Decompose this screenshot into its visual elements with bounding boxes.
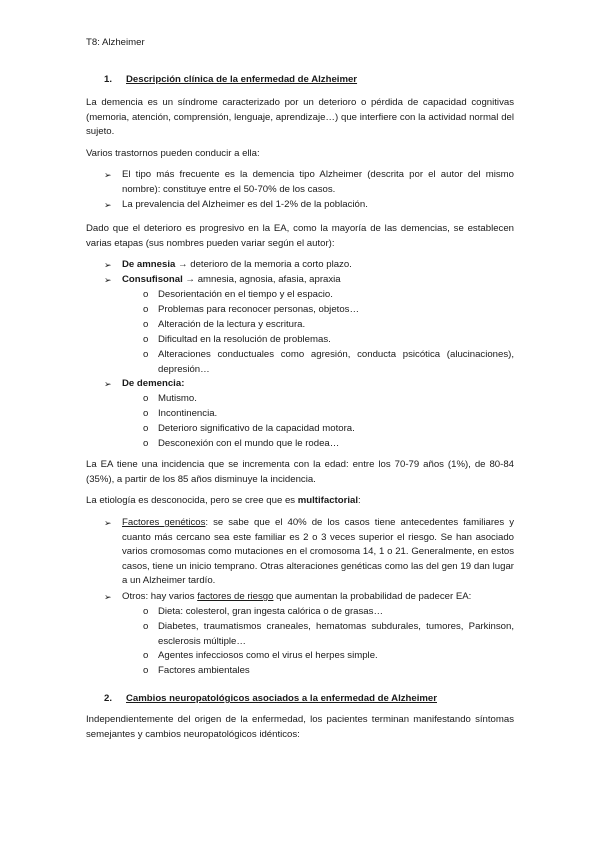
stage-label: De demencia (122, 378, 182, 389)
section-title: Cambios neuropatológicos asociados a la enfermedad de Alzheimer (126, 693, 437, 704)
document-header: T8: Alzheimer (86, 37, 145, 48)
circle-bullet-icon: o (143, 349, 149, 360)
list-item: ➢ El tipo más frecuente es la demencia tipo Alzheimer (descrita por el autor del mismo nombre): constituye entre el 50-70% de los casos. (104, 169, 514, 195)
circle-bullet-icon: o (143, 606, 149, 617)
sub-list-item: o Desconexión con el mundo que le rodea… (143, 437, 514, 452)
circle-bullet-icon: o (143, 665, 149, 676)
arrow-bullet-icon: ➢ (104, 518, 112, 528)
list-item: ➢ La prevalencia del Alzheimer es del 1-2% de la población. (104, 198, 514, 213)
stage-confusional: ➢ Consufisonal → amnesia, agnosia, afasia, apraxia (104, 273, 514, 288)
factor-genetic: ➢ Factores genéticos: se sabe que el 40% de los casos tiene antecedentes familiares y cuanto más cercano sea este familiar es 2 o 3 veces superior el riesgo. Se han asociado varios cromosomas como mutaciones en el cromosoma 14, 1 o 21. Generalmente, en estos casos, tiene un inicio temprano. Otras alteraciones genéticas como las del gen 19 dan lugar a un Alzheimer tardío. (104, 517, 514, 587)
circle-bullet-icon: o (143, 289, 149, 300)
sub-list-item: o Mutismo. (143, 392, 514, 407)
circle-bullet-icon: o (143, 334, 149, 345)
paragraph-etiology: La etiología es desconocida, pero se cree que es multifactorial: (86, 495, 361, 506)
sub-list-item: o Dificultad en la resolución de problemas. (143, 333, 514, 348)
sub-list-item: o Incontinencia. (143, 407, 514, 422)
sub-list-item: o Deterioro significativo de la capacidad motora. (143, 422, 514, 437)
arrow-bullet-icon: ➢ (104, 260, 112, 270)
sub-list-item: o Desorientación en el tiempo y el espacio. (143, 288, 514, 303)
stage-amnesia: ➢ De amnesia → deterioro de la memoria a corto plazo. (104, 258, 514, 273)
section-number: 2. (104, 693, 113, 704)
section-heading-1 (104, 73, 357, 88)
arrow-bullet-icon: ➢ (104, 200, 112, 210)
circle-bullet-icon: o (143, 408, 149, 419)
circle-bullet-icon: o (143, 304, 149, 315)
section-number: 1. (104, 74, 113, 85)
circle-bullet-icon: o (143, 650, 149, 661)
circle-bullet-icon: o (143, 423, 149, 434)
circle-bullet-icon: o (143, 319, 149, 330)
arrow-bullet-icon: ➢ (104, 275, 112, 285)
stage-dementia: ➢ De demencia: (104, 377, 514, 392)
arrow-bullet-icon: ➢ (104, 592, 112, 602)
sub-list-item: o Diabetes, traumatismos craneales, hematomas subdurales, tumores, Parkinson, esclerosis múltiple… (143, 621, 514, 647)
paragraph-neuropathology: Independientemente del origen de la enfermedad, los pacientes terminan manifestando síntomas semejantes y cambios neuropatológicos idénticos: (86, 714, 514, 740)
arrow-bullet-icon: ➢ (104, 170, 112, 180)
paragraph-incidence: La EA tiene una incidencia que se incrementa con la edad: entre los 70-79 años (1%), de 80-84 (35%), a partir de los 85 años disminuye la incidencia. (86, 459, 514, 485)
paragraph-disorders: Varios trastornos pueden conducir a ella: (86, 148, 260, 159)
sub-list-item: o Dieta: colesterol, gran ingesta calórica o de grasas… (143, 605, 514, 620)
section-heading-2 (104, 692, 437, 707)
paragraph-stages: Dado que el deterioro es progresivo en la EA, como la mayoría de las demencias, se establecen varias etapas (sus nombres pueden variar según el autor): (86, 223, 514, 249)
paragraph-dementia-definition: La demencia es un síndrome caracterizado por un deterioro o pérdida de capacidad cognitivas (memoria, atención, comprensión, lenguaje, aprendizaje…) que interfiere con la actividad normal del sujeto. (86, 97, 514, 138)
factor-other: ➢ Otros: hay varios factores de riesgo que aumentan la probabilidad de padecer EA: (104, 590, 514, 605)
circle-bullet-icon: o (143, 438, 149, 449)
circle-bullet-icon: o (143, 393, 149, 404)
circle-bullet-icon: o (143, 621, 149, 632)
stage-label: Consufisonal (122, 274, 183, 285)
sub-list-item: o Agentes infecciosos como el virus el herpes simple. (143, 649, 514, 664)
sub-list-item: o Factores ambientales (143, 664, 514, 679)
sub-list-item: o Alteraciones conductuales como agresión, conducta psicótica (alucinaciones), depresión… (143, 349, 514, 375)
stage-label: De amnesia (122, 259, 176, 270)
sub-list-item: o Alteración de la lectura y escritura. (143, 318, 514, 333)
sub-list-item: o Problemas para reconocer personas, objetos… (143, 303, 514, 318)
section-title: Descripción clínica de la enfermedad de Alzheimer (126, 74, 358, 85)
factor-label: Factores genéticos (122, 517, 206, 528)
arrow-bullet-icon: ➢ (104, 379, 112, 389)
